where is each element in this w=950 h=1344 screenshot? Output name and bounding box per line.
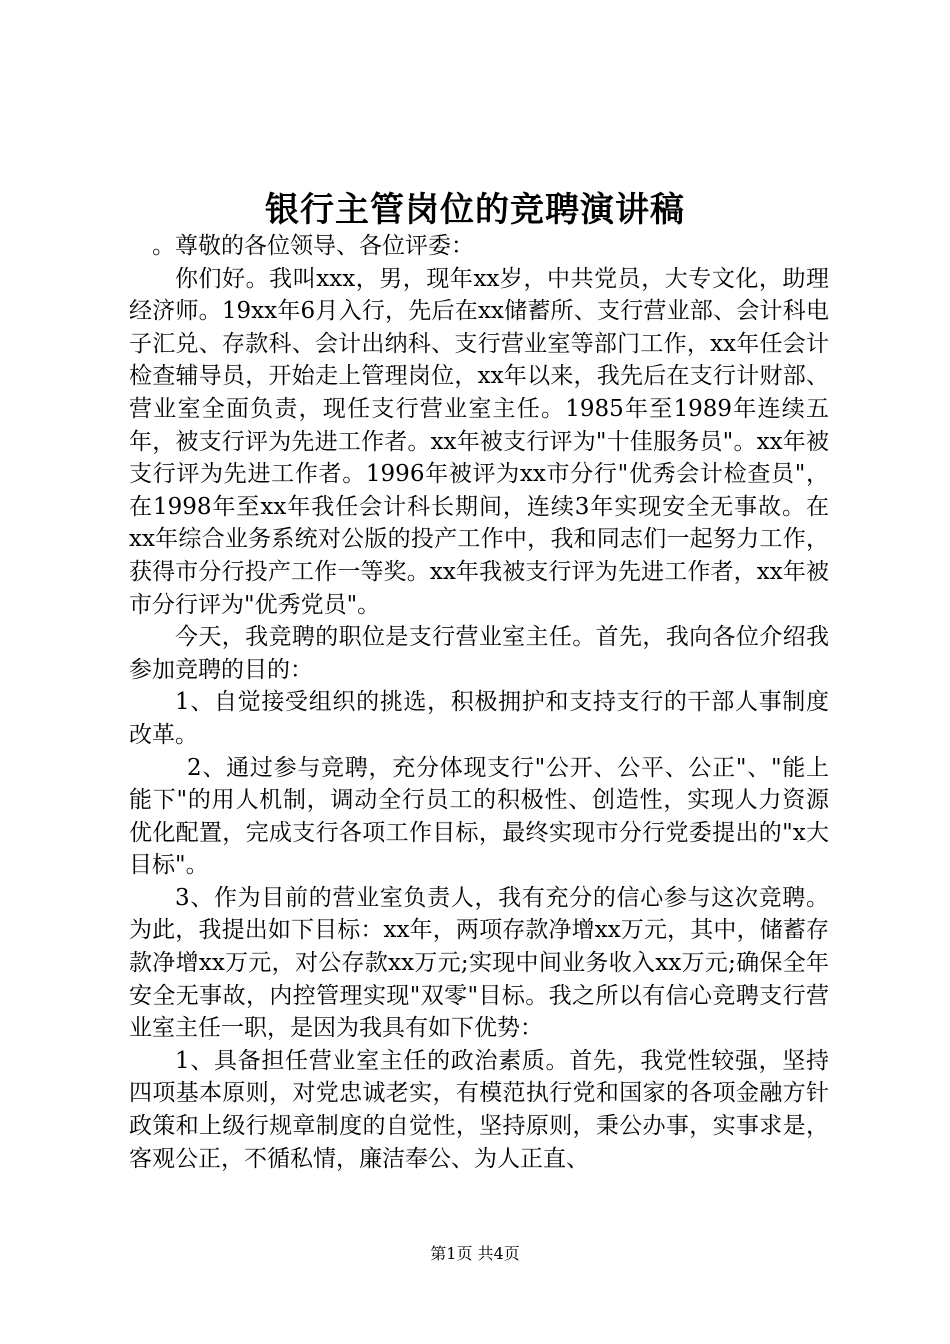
document-body bbox=[129, 230, 829, 1175]
paragraph-purpose-3: 3、作为目前的营业室负责人，我有充分的信心参与这次竞聘。为此，我提出如下目标：xx年，两项存款净增xx万元，其中，储蓄存款净增xx万元，对公存款xx万元;实现中间业务收入xx万元;确保全年安全无事故，内控管理实现"双零"目标。我之所以有信心竞聘支行营业室主任一职，是因为我具有如下优势： bbox=[129, 884, 829, 1042]
paragraph-purpose-1: 1、自觉接受组织的挑选，积极拥护和支持支行的干部人事制度改革。 bbox=[129, 689, 829, 748]
page-footer: 第1页 共4页 bbox=[430, 1244, 520, 1263]
document-title: 银行主管岗位的竞聘演讲稿 bbox=[265, 190, 685, 230]
paragraph-position-statement: 今天，我竞聘的职位是支行营业室主任。首先，我向各位介绍我参加竞聘的目的： bbox=[129, 624, 829, 683]
paragraph-self-introduction: 你们好。我叫xxx，男，现年xx岁，中共党员，大专文化，助理经济师。19xx年6月入行，先后在xx储蓄所、支行营业部、会计科电子汇兑、存款科、会计出纳科、支行营业室等部门工作，xx年任会计检查辅导员，开始走上管理岗位，xx年以来，我先后在支行计财部、营业室全面负责，现任支行营业室主任。1985年至1989年连续五年，被支行评为先进工作者。xx年被支行评为"十佳服务员"。xx年被支行评为先进工作者。1996年被评为xx市分行"优秀会计检查员"，在1998年至xx年我任会计科长期间，连续3年实现安全无事故。在xx年综合业务系统对公版的投产工作中，我和同志们一起努力工作，获得市分行投产工作一等奖。xx年我被支行评为先进工作者，xx年被市分行评为"优秀党员"。 bbox=[129, 265, 829, 618]
paragraph-purpose-2: 2、通过参与竞聘，充分体现支行"公开、公平、公正"、"能上能下"的用人机制，调动全行员工的积极性、创造性，实现人力资源优化配置，完成支行各项工作目标，最终实现市分行党委提出的"x大目标"。 bbox=[129, 754, 829, 879]
salutation: 。尊敬的各位领导、各位评委： bbox=[152, 233, 474, 259]
paragraph-advantage-1: 1、具备担任营业室主任的政治素质。首先，我党性较强，坚持四项基本原则，对党忠诚老实，有模范执行党和国家的各项金融方针政策和上级行规章制度的自觉性，坚持原则，秉公办事，实事求是，客观公正，不循私情，廉洁奉公、为人正直、 bbox=[129, 1047, 829, 1172]
